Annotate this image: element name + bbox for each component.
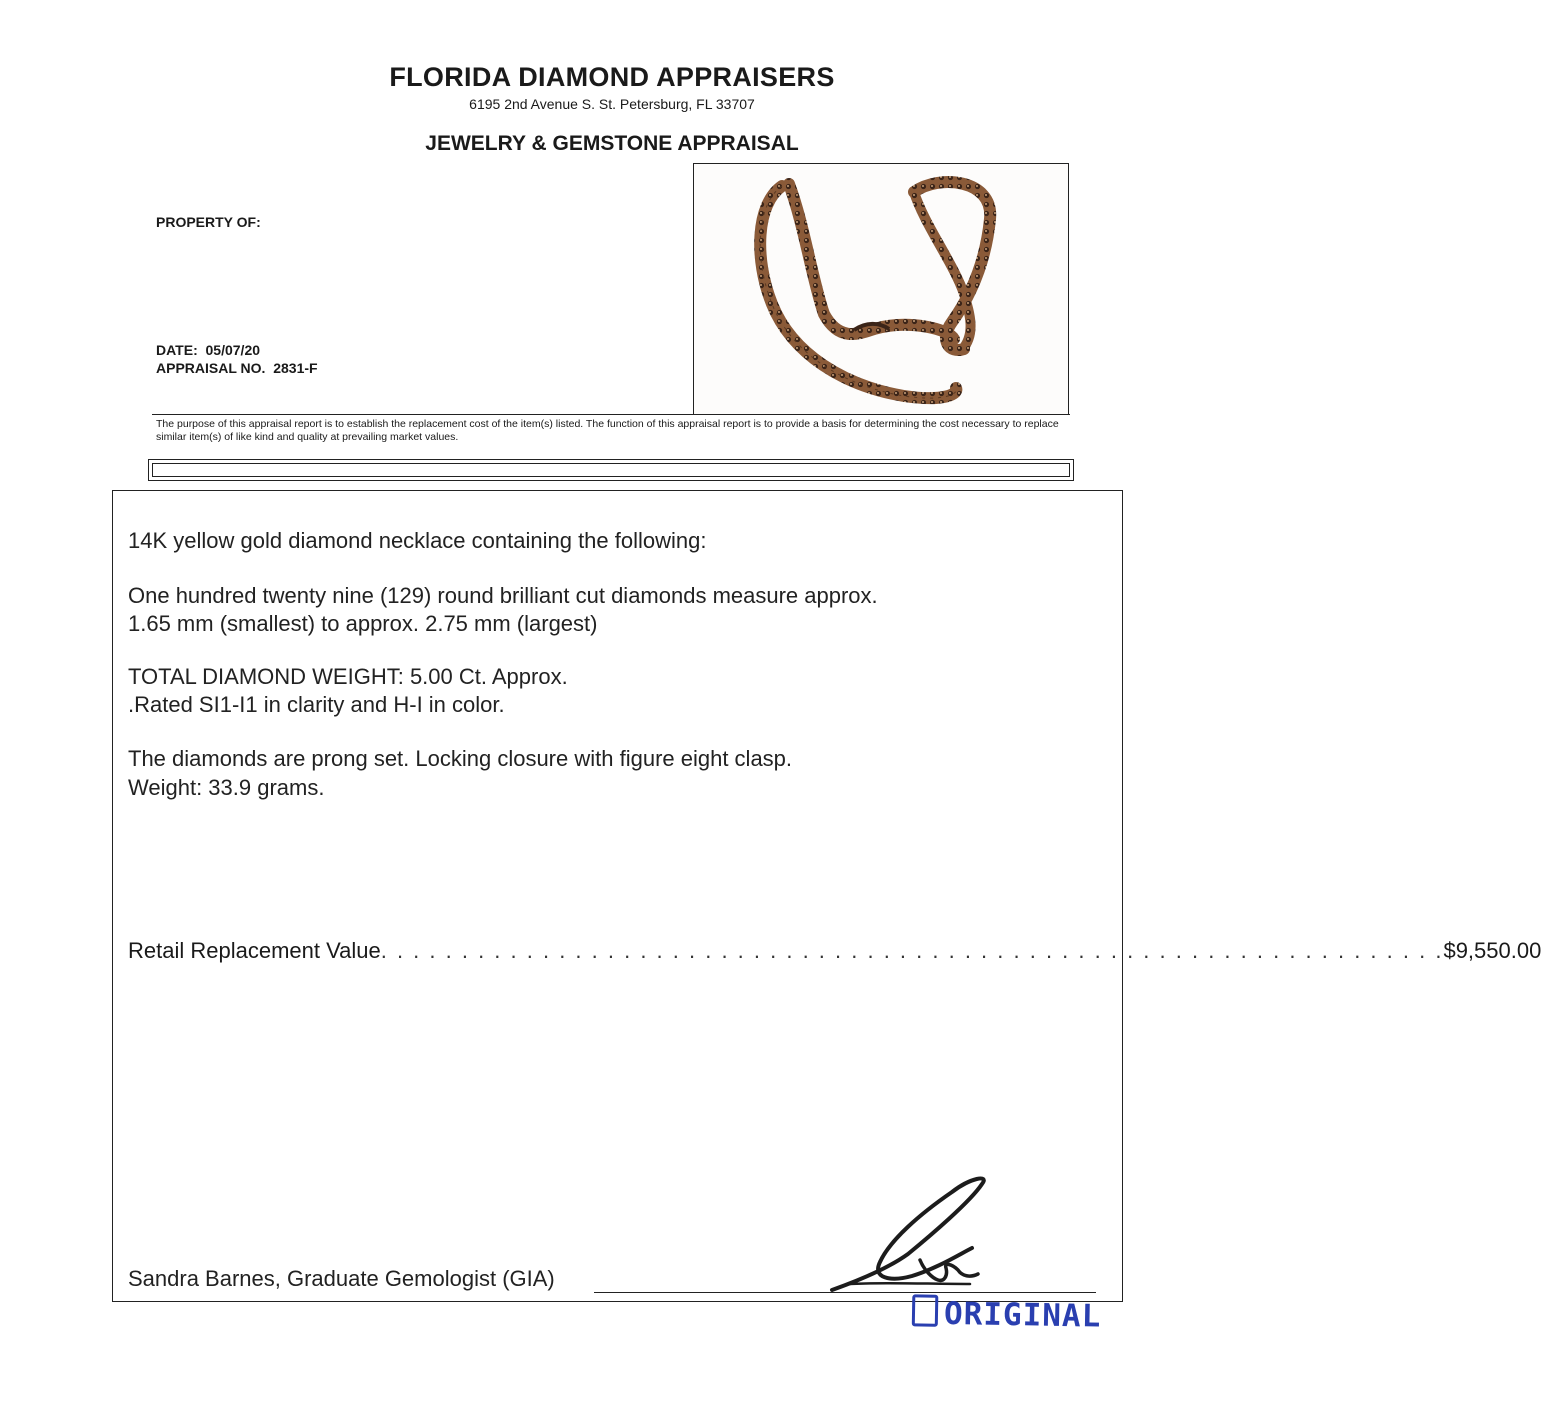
clarity-color: .Rated SI1-I1 in clarity and H-I in color. bbox=[128, 692, 505, 717]
necklace-photo-icon bbox=[694, 164, 1067, 413]
retail-value-amount: $9,550.00 bbox=[1443, 938, 1541, 963]
original-stamp bbox=[912, 1294, 1102, 1334]
appraisal-number-label: APPRAISAL NO. bbox=[156, 360, 266, 376]
retail-value-label: Retail Replacement Value bbox=[128, 938, 381, 963]
appraiser-name: Sandra Barnes, Graduate Gemologist (GIA) bbox=[128, 1266, 555, 1291]
stamp-text: ORIGINAL bbox=[943, 1295, 1102, 1335]
leader-dots: . . . . . . . . . . . . . . . . . . . . . . . . . . . . . . . . . . . . . . . . . . . . . . . . . . . . . . . . . . . . . . . . . . bbox=[380, 938, 1444, 963]
total-diamond-weight: TOTAL DIAMOND WEIGHT: 5.00 Ct. Approx. bbox=[128, 664, 568, 689]
necklace-photo bbox=[693, 163, 1069, 415]
appraisal-number-row bbox=[156, 360, 318, 376]
double-rule-bar bbox=[148, 459, 1074, 481]
retail-value-row bbox=[128, 938, 1541, 964]
company-address: 6195 2nd Avenue S. St. Petersburg, FL 33707 bbox=[469, 96, 755, 112]
appraisal-number-value: 2831-F bbox=[273, 360, 318, 376]
date-row bbox=[156, 342, 260, 358]
date-value: 05/07/20 bbox=[205, 342, 261, 358]
diamond-size: 1.65 mm (smallest) to approx. 2.75 mm (largest) bbox=[128, 611, 598, 636]
handwritten-signature bbox=[820, 1172, 1010, 1302]
setting-description: The diamonds are prong set. Locking closure with figure eight clasp. bbox=[128, 746, 793, 771]
company-name: FLORIDA DIAMOND APPRAISERS bbox=[389, 62, 835, 92]
stamp-box-icon bbox=[912, 1294, 939, 1326]
property-of-label: PROPERTY OF: bbox=[156, 214, 261, 230]
item-title: 14K yellow gold diamond necklace containing the following: bbox=[128, 528, 707, 553]
document-title: JEWELRY & GEMSTONE APPRAISAL bbox=[425, 132, 799, 155]
divider-line bbox=[152, 414, 1070, 415]
gold-weight: Weight: 33.9 grams. bbox=[128, 775, 325, 800]
purpose-statement: The purpose of this appraisal report is to establish the replacement cost of the item(s) listed. The function of this appraisal report is to provide a basis for determining the cost necessary to replace similar item(s) of like kind and quality at prevailing market values. bbox=[156, 418, 1059, 443]
date-label: DATE: bbox=[156, 342, 198, 358]
diamond-count: One hundred twenty nine (129) round brilliant cut diamonds measure approx. bbox=[128, 583, 878, 608]
